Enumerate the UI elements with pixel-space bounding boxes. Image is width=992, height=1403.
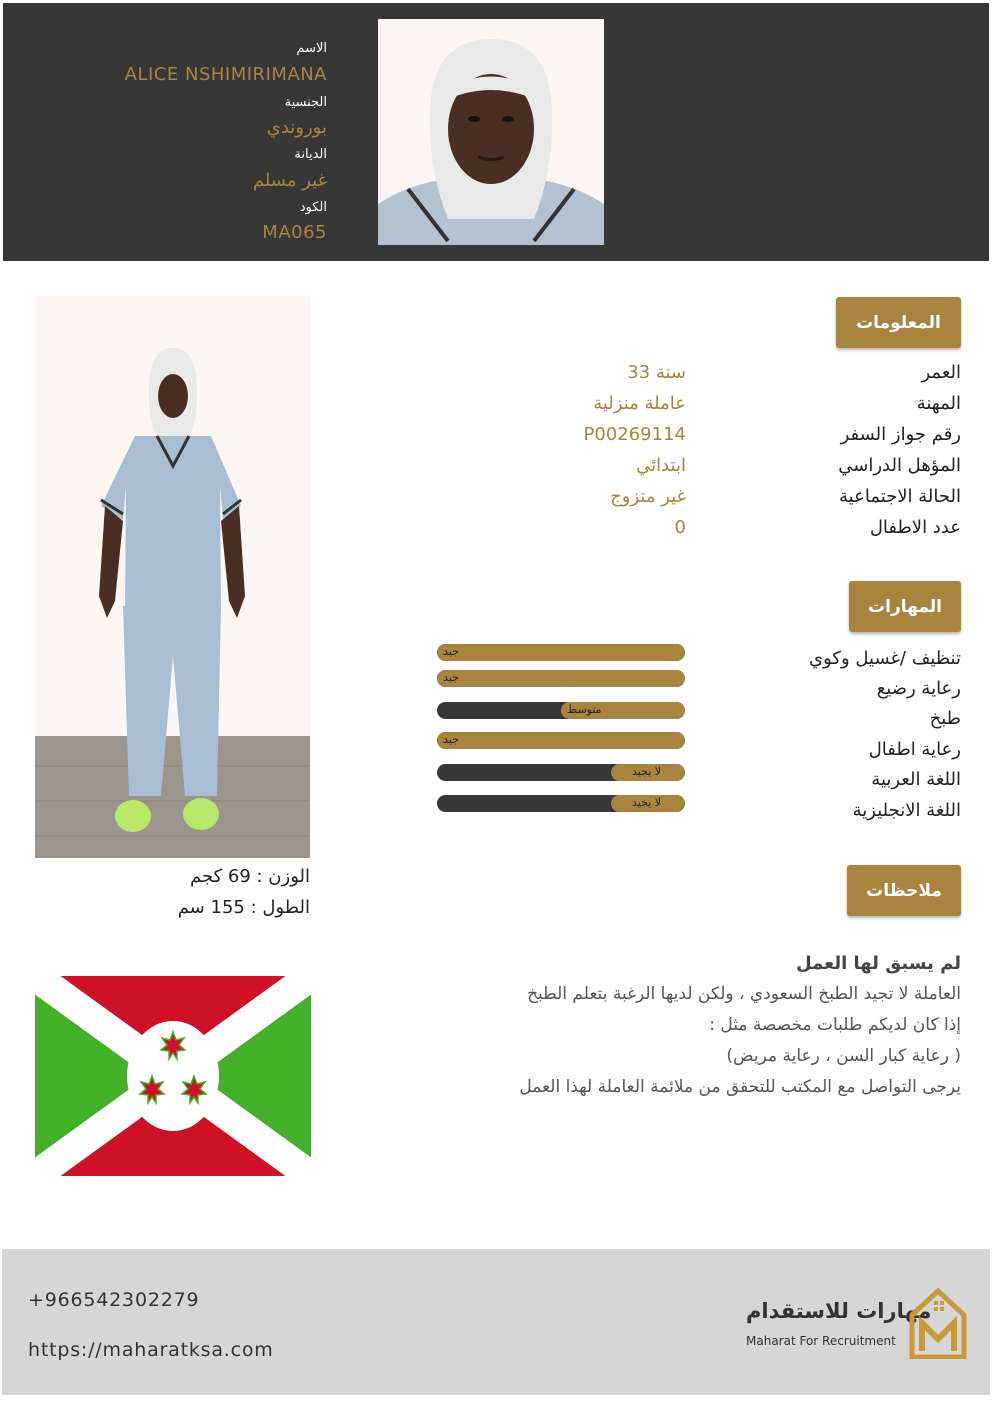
marital-status-label: الحالة الاجتماعية [839,486,961,507]
skill-bar [437,795,685,812]
portrait-photo [378,19,604,245]
passport-value: P00269114 [583,424,686,445]
weight-text: الوزن : 69 كجم [190,866,310,887]
notes-text [421,948,961,1103]
skill-bar [437,764,685,781]
skill-level-text: جيد [443,645,459,658]
skill-label: اللغة العربية [871,769,961,790]
skill-bar-fill [437,670,685,687]
house-logo-icon [908,1285,968,1359]
passport-label: رقم جواز السفر [840,424,961,445]
skill-bar-fill [437,644,685,661]
code-value: MA065 [262,222,327,243]
name-value: ALICE NSHIMIRIMANA [124,64,327,85]
notes-line: يرجى التواصل مع المكتب للتحقق من ملائمة العاملة لهذا العمل [519,1077,961,1097]
notes-section-title: ملاحظات [847,865,961,916]
marital-status-value: غير متزوج [610,486,686,507]
phone-number[interactable]: +966542302279 [28,1289,200,1311]
skill-label: تنظيف /غسيل وكوي [809,648,961,669]
education-label: المؤهل الدراسي [838,455,961,476]
logo-arabic-text: مهارات للاستقدام [746,1299,932,1323]
children-value: 0 [674,517,686,538]
skills-section-title: المهارات [849,581,961,632]
skill-bar [437,644,685,661]
skill-level-text: متوسط [567,703,602,716]
notes-line: ( رعاية كبار السن ، رعاية مريض) [726,1046,961,1066]
notes-heading: لم يسبق لها العمل [796,953,961,974]
skill-label: طبخ [929,708,961,729]
education-value: ابتدائي [636,455,686,476]
skill-level-text: جيد [443,671,459,684]
code-label: الكود [299,200,327,215]
age-value: 33 سنة [627,362,686,383]
skill-label: رعاية رضيع [876,678,961,699]
skill-bar [437,670,685,687]
logo-english-text: Maharat For Recruitment [746,1334,896,1348]
height-text: الطول : 155 سم [177,897,310,918]
full-body-photo [35,296,310,858]
religion-value: غير مسلم [252,170,327,191]
children-label: عدد الاطفال [869,517,961,538]
skill-level-text: لا يجيد [632,796,662,809]
notes-line: العاملة لا تجيد الطبخ السعودي ، ولكن لديها الرغبة بتعلم الطبخ [527,984,961,1004]
skill-level-text: جيد [443,733,459,746]
burundi-flag-icon [35,976,311,1176]
skill-label: رعاية اطفال [868,739,961,760]
skill-bar [437,702,685,719]
name-label: الاسم [296,41,327,56]
website-link[interactable]: https://maharatksa.com [28,1339,274,1361]
nationality-label: الجنسية [284,95,327,110]
company-logo [742,1285,972,1367]
nationality-value: بوروندي [266,117,327,138]
religion-label: الديانة [294,147,327,162]
skill-bar-fill [437,732,685,749]
skill-level-text: لا يجيد [632,765,662,778]
skill-label: اللغة الانجليزية [852,800,961,821]
info-section-title: المعلومات [836,297,961,348]
age-label: العمر [921,362,961,383]
footer [2,1249,990,1395]
notes-line: إذا كان لديكم طلبات مخصصة مثل : [709,1015,961,1035]
profession-label: المهنة [916,393,961,414]
skill-bar [437,732,685,749]
profession-value: عاملة منزلية [593,393,686,414]
